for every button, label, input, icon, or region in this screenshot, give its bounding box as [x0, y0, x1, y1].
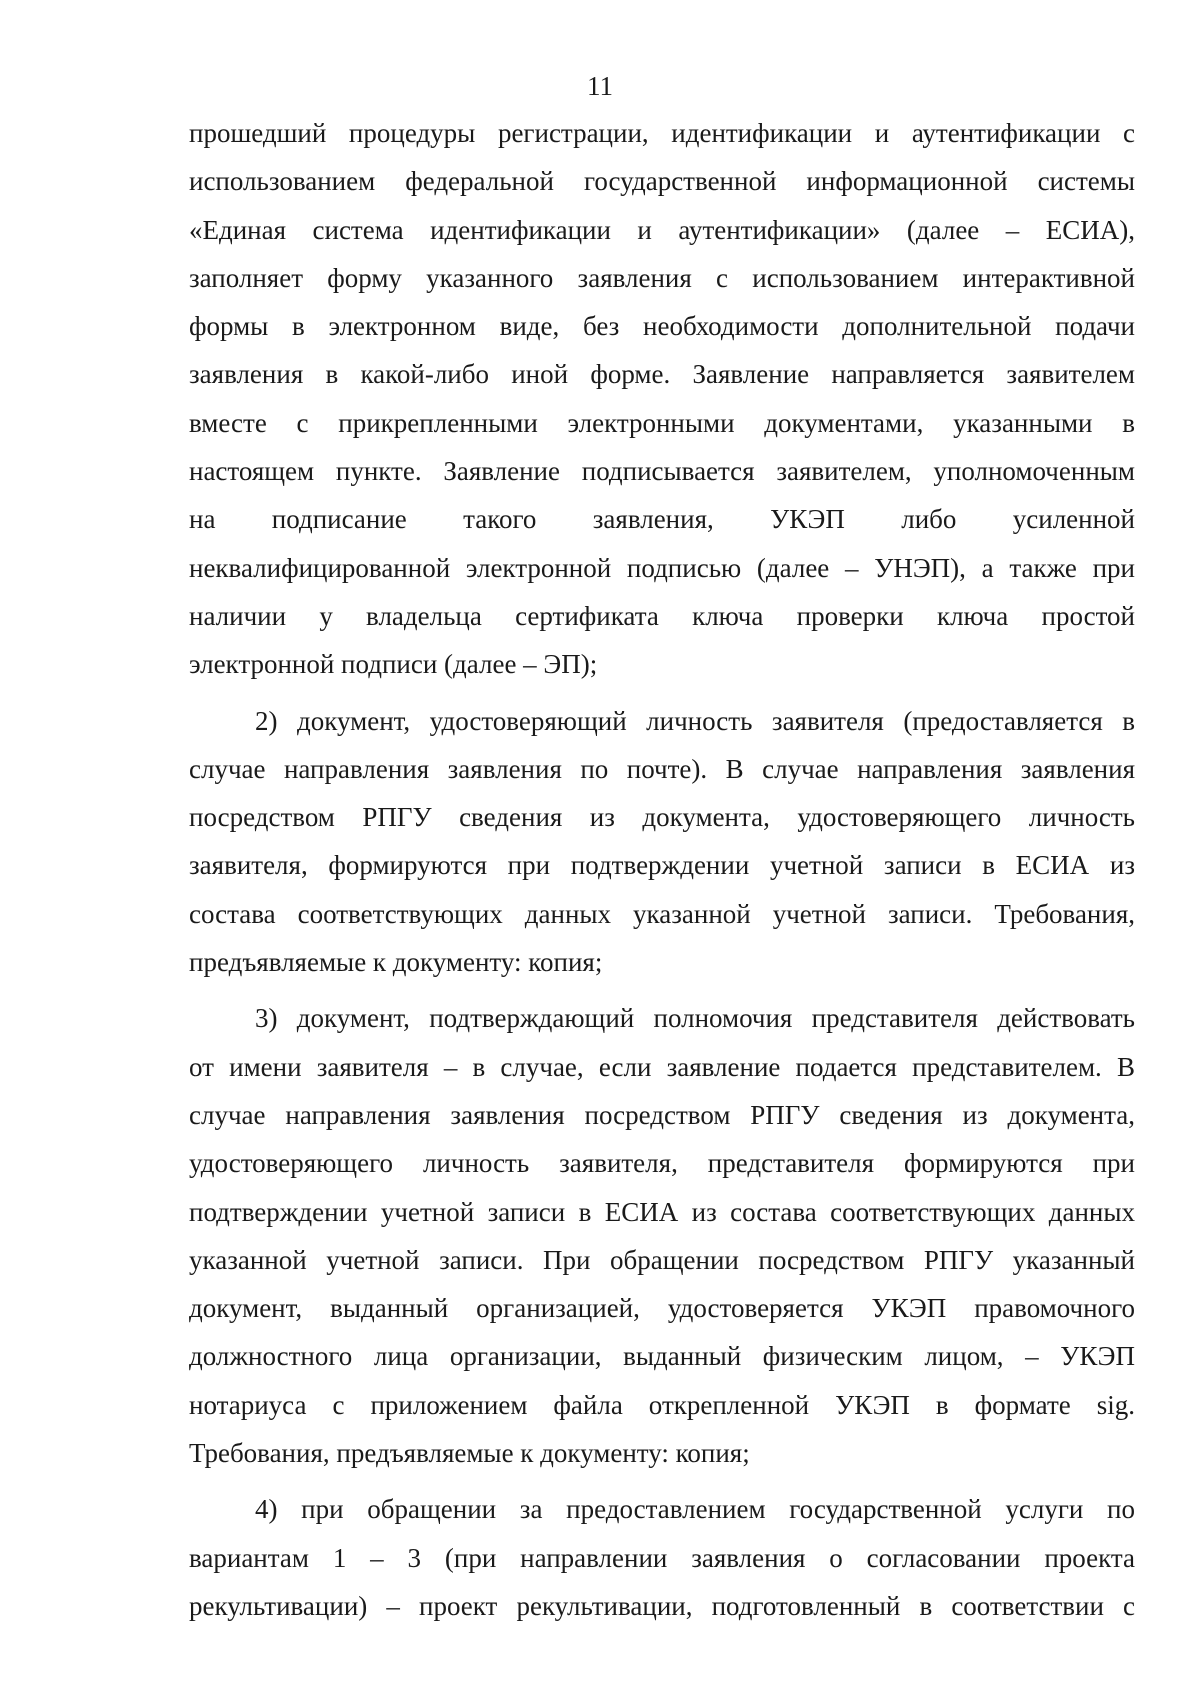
text-line: наличии у владельца сертификата ключа проверки ключа простой	[189, 600, 1135, 631]
paragraph-1	[189, 109, 1135, 689]
text-line: Требования, предъявляемые к документу: копия;	[189, 1438, 750, 1469]
paragraph-4	[189, 1485, 1135, 1630]
text-line: состава соответствующих данных указанной учетной записи. Требования,	[189, 898, 1135, 929]
text-line: указанной учетной записи. При обращении посредством РПГУ указанный	[189, 1244, 1135, 1275]
text-line: заполняет форму указанного заявления с использованием интерактивной	[189, 262, 1135, 293]
text-line: «Единая система идентификации и аутентификации» (далее – ЕСИА),	[189, 214, 1135, 245]
text-line: настоящем пункте. Заявление подписывается заявителем, уполномоченным	[189, 456, 1135, 487]
text-line: 2) документ, удостоверяющий личность заявителя (предоставляется в	[255, 705, 1135, 736]
text-line: посредством РПГУ сведения из документа, удостоверяющего личность	[189, 802, 1135, 833]
text-line: документ, выданный организацией, удостоверяется УКЭП правомочного	[189, 1293, 1135, 1324]
text-line: нотариуса с приложением файла открепленной УКЭП в формате sig.	[189, 1389, 1135, 1420]
page-number: 11	[587, 71, 613, 101]
text-line: должностного лица организации, выданный физическим лицом, – УКЭП	[189, 1341, 1135, 1372]
text-line: удостоверяющего личность заявителя, представителя формируются при	[189, 1148, 1135, 1179]
document-body	[189, 109, 1135, 1630]
text-line: 4) при обращении за предоставлением государственной услуги по	[255, 1494, 1135, 1525]
text-line: подтверждении учетной записи в ЕСИА из состава соответствующих данных	[189, 1196, 1135, 1227]
text-line: от имени заявителя – в случае, если заявление подается представителем. В	[189, 1051, 1135, 1082]
text-line: формы в электронном виде, без необходимости дополнительной подачи	[189, 311, 1135, 342]
paragraph-2	[189, 697, 1135, 987]
paragraph-3	[189, 994, 1135, 1477]
text-line: прошедший процедуры регистрации, идентификации и аутентификации с	[189, 118, 1135, 148]
text-line: вариантам 1 – 3 (при направлении заявления о согласовании проекта	[189, 1542, 1135, 1573]
text-line: заявителя, формируются при подтверждении учетной записи в ЕСИА из	[189, 850, 1135, 881]
text-line: на подписание такого заявления, УКЭП либо усиленной	[189, 504, 1135, 535]
text-line: случае направления заявления посредством РПГУ сведения из документа,	[189, 1099, 1135, 1130]
text-line: рекультивации) – проект рекультивации, подготовленный в соответствии с	[189, 1590, 1135, 1621]
text-line: вместе с прикрепленными электронными документами, указанными в	[189, 407, 1135, 438]
text-line: использованием федеральной государственной информационной системы	[189, 166, 1135, 197]
text-line: случае направления заявления по почте). В случае направления заявления	[189, 753, 1135, 784]
text-line: предъявляемые к документу: копия;	[189, 947, 603, 978]
text-line: неквалифицированной электронной подписью (далее – УНЭП), а также при	[189, 552, 1135, 583]
text-line: электронной подписи (далее – ЭП);	[189, 649, 598, 680]
text-line: 3) документ, подтверждающий полномочия представителя действовать	[255, 1003, 1135, 1034]
text-line: заявления в какой-либо иной форме. Заявление направляется заявителем	[189, 359, 1135, 390]
